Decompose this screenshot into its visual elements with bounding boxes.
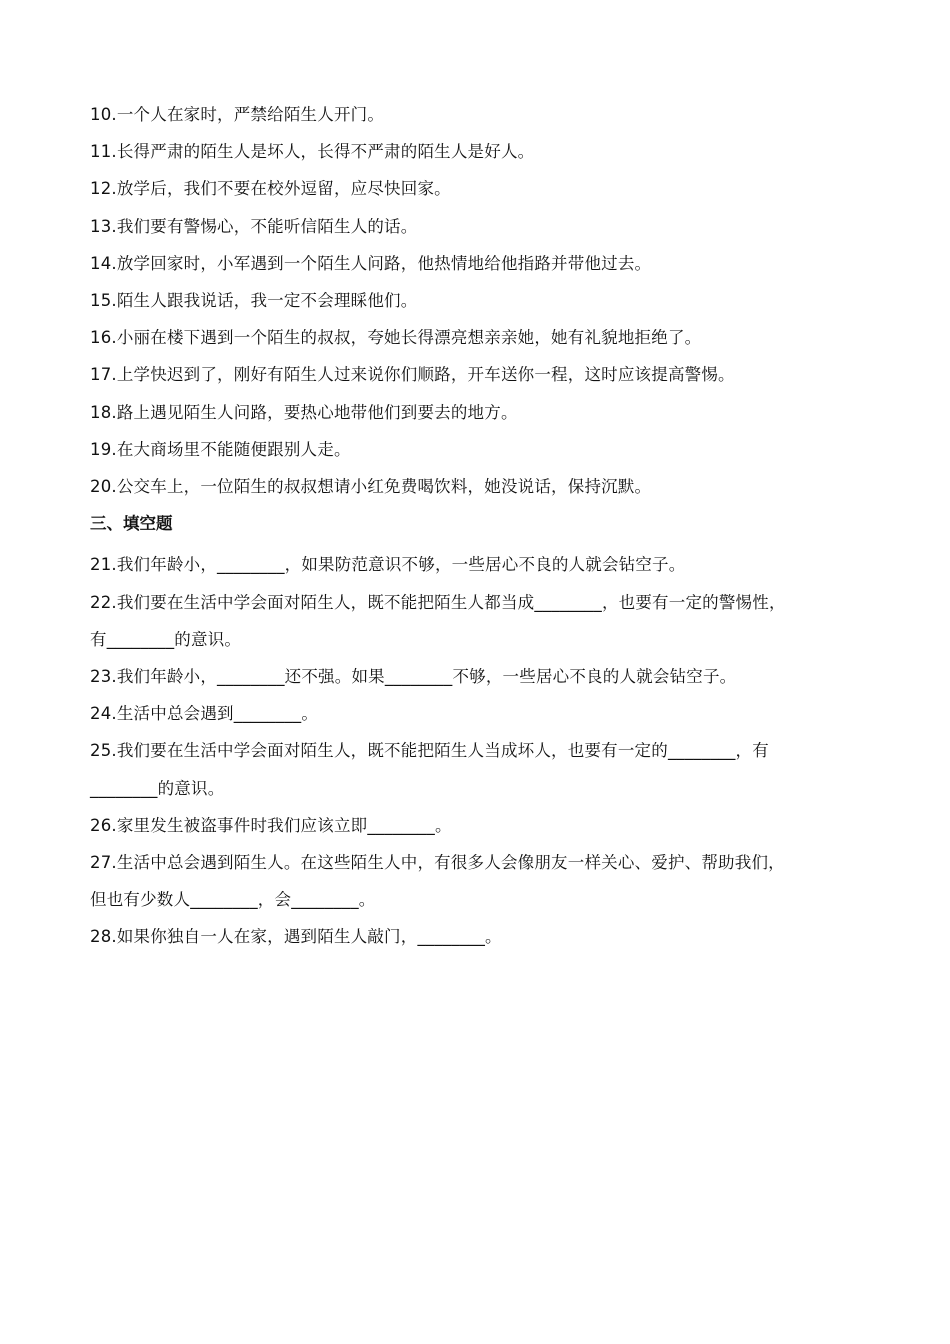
question-16: 16.小丽在楼下遇到一个陌生的叔叔，夸她长得漂亮想亲亲她，她有礼貌地拒绝了。	[90, 328, 702, 348]
worksheet-page	[90, 96, 870, 956]
question-22-line-1: 22.我们要在生活中学会面对陌生人，既不能把陌生人都当成________，也要有一定的警惕性，	[90, 592, 786, 612]
question-19: 19.在大商场里不能随便跟别人走。	[90, 439, 351, 459]
question-25-line-1: 25.我们要在生活中学会面对陌生人，既不能把陌生人当成坏人，也要有一定的________，有	[90, 741, 769, 761]
question-22-line-2: 有________的意识。	[90, 629, 242, 649]
question-25-line-2: ________的意识。	[90, 778, 225, 798]
fill-blank-list	[90, 546, 870, 955]
question-17: 17.上学快迟到了，刚好有陌生人过来说你们顺路，开车送你一程，这时应该提高警惕。	[90, 365, 735, 385]
question-13: 13.我们要有警惕心，不能听信陌生人的话。	[90, 216, 418, 236]
question-27-line-1: 27.生活中总会遇到陌生人。在这些陌生人中，有很多人会像朋友一样关心、爱护、帮助我们，	[90, 853, 785, 873]
question-28: 28.如果你独自一人在家，遇到陌生人敲门，________。	[90, 927, 502, 947]
question-20: 20.公交车上，一位陌生的叔叔想请小红免费喝饮料，她没说话，保持沉默。	[90, 477, 652, 497]
question-10: 10.一个人在家时，严禁给陌生人开门。	[90, 105, 385, 124]
section-title-fill-blank: 三、填空题	[90, 514, 173, 534]
question-11: 11.长得严肃的陌生人是坏人，长得不严肃的陌生人是好人。	[90, 142, 535, 162]
true-false-list	[90, 96, 870, 505]
question-27-line-2: 但也有少数人________，会________。	[90, 890, 376, 910]
question-18: 18.路上遇见陌生人问路，要热心地带他们到要去的地方。	[90, 402, 518, 422]
question-26: 26.家里发生被盗事件时我们应该立即________。	[90, 815, 452, 835]
question-24: 24.生活中总会遇到________。	[90, 704, 319, 724]
question-23: 23.我们年龄小，________还不强。如果________不够，一些居心不良的人就会钻空子。	[90, 667, 737, 687]
question-15: 15.陌生人跟我说话，我一定不会理睬他们。	[90, 291, 418, 311]
question-21: 21.我们年龄小，________，如果防范意识不够，一些居心不良的人就会钻空子。	[90, 555, 686, 575]
question-12: 12.放学后，我们不要在校外逗留，应尽快回家。	[90, 179, 451, 199]
question-14: 14.放学回家时，小军遇到一个陌生人问路，他热情地给他指路并带他过去。	[90, 253, 652, 273]
